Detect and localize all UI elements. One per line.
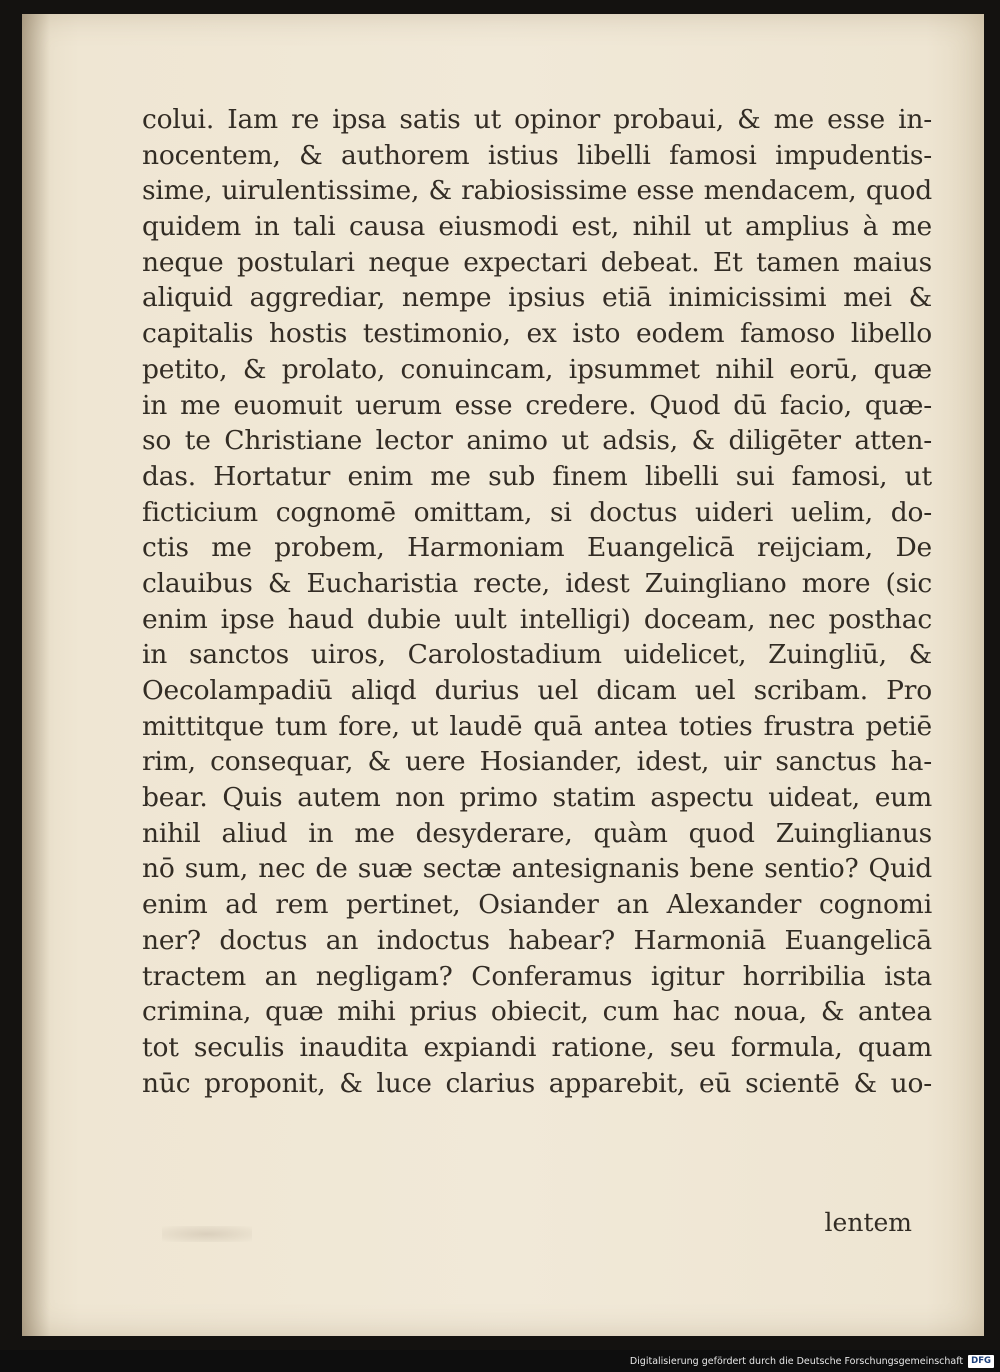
text-line: colui. Iam re ipsa satis ut opinor probaui, & me esse in- — [142, 104, 932, 135]
footer-bar — [0, 1350, 1000, 1372]
text-line: in sanctos uiros, Carolostadium uidelicet, Zuingliū, & — [142, 639, 932, 671]
gutter-shadow — [22, 14, 50, 1336]
text-line: mittitque tum fore, ut laudē quā antea toties frustra petiē — [142, 710, 932, 742]
text-line: enim ipse haud dubie uult intelligi) doceam, nec posthac — [142, 603, 932, 635]
text-line: so te Christiane lector animo ut adsis, & diligēter atten- — [142, 425, 932, 457]
text-line: quidem in tali causa eiusmodi est, nihil ut amplius à me — [142, 211, 932, 243]
text-line: nō sum, nec de suæ sectæ antesignanis bene sentio? Quid — [142, 853, 932, 885]
text-line: das. Hortatur enim me sub finem libelli sui famosi, ut — [142, 460, 932, 492]
text-line: capitalis hostis testimonio, ex isto eodem famoso libello — [142, 318, 932, 350]
text-line: Oecolampadiū aliqd durius uel dicam uel scribam. Pro — [142, 675, 932, 706]
text-line: sime, uirulentissime, & rabiosissime esse mendacem, quod — [142, 175, 932, 207]
text-line: in me euomuit uerum esse credere. Quod dū facio, quæ- — [142, 389, 932, 421]
text-line: aliquid aggrediar, nempe ipsius etiā inimicissimi mei & — [142, 282, 932, 314]
text-line: clauibus & Eucharistia recte, idest Zuingliano more (sic — [142, 567, 932, 599]
catchword: lentem — [824, 1208, 912, 1237]
text-block — [142, 102, 932, 1101]
funding-credit: Digitalisierung gefördert durch die Deutsche Forschungsgemeinschaft — [629, 1355, 964, 1367]
text-line: tractem an negligam? Conferamus igitur horribilia ista — [142, 960, 932, 992]
text-line: neque postulari neque expectari debeat. Et tamen maius — [142, 246, 932, 278]
text-line: ficticium cognomē omittam, si doctus uideri uelim, do- — [142, 496, 932, 528]
book-page — [22, 14, 984, 1336]
dfg-logo: DFG — [968, 1355, 994, 1368]
text-line: ner? doctus an indoctus habear? Harmoniā Euangelicā — [142, 924, 932, 956]
text-line: petito, & prolato, conuincam, ipsummet nihil eorū, quæ — [142, 353, 932, 385]
text-line: nūc proponit, & luce clarius apparebit, eū scientē & uo- — [142, 1067, 932, 1099]
text-line: ctis me probem, Harmoniam Euangelicā reijciam, De — [142, 532, 932, 564]
text-line: crimina, quæ mihi prius obiecit, cum hac noua, & antea — [142, 996, 932, 1028]
text-line: enim ad rem pertinet, Osiander an Alexander cognomi — [142, 889, 932, 921]
faded-show-through-mark — [162, 1226, 252, 1242]
text-line: bear. Quis autem non primo statim aspectu uideat, eum — [142, 782, 932, 814]
text-line: rim, consequar, & uere Hosiander, idest, uir sanctus ha- — [142, 746, 932, 778]
text-line: tot seculis inaudita expiandi ratione, seu formula, quam — [142, 1031, 932, 1063]
text-line: nihil aliud in me desyderare, quàm quod Zuinglianus — [142, 817, 932, 849]
text-line: nocentem, & authorem istius libelli famosi impudentis- — [142, 139, 932, 171]
